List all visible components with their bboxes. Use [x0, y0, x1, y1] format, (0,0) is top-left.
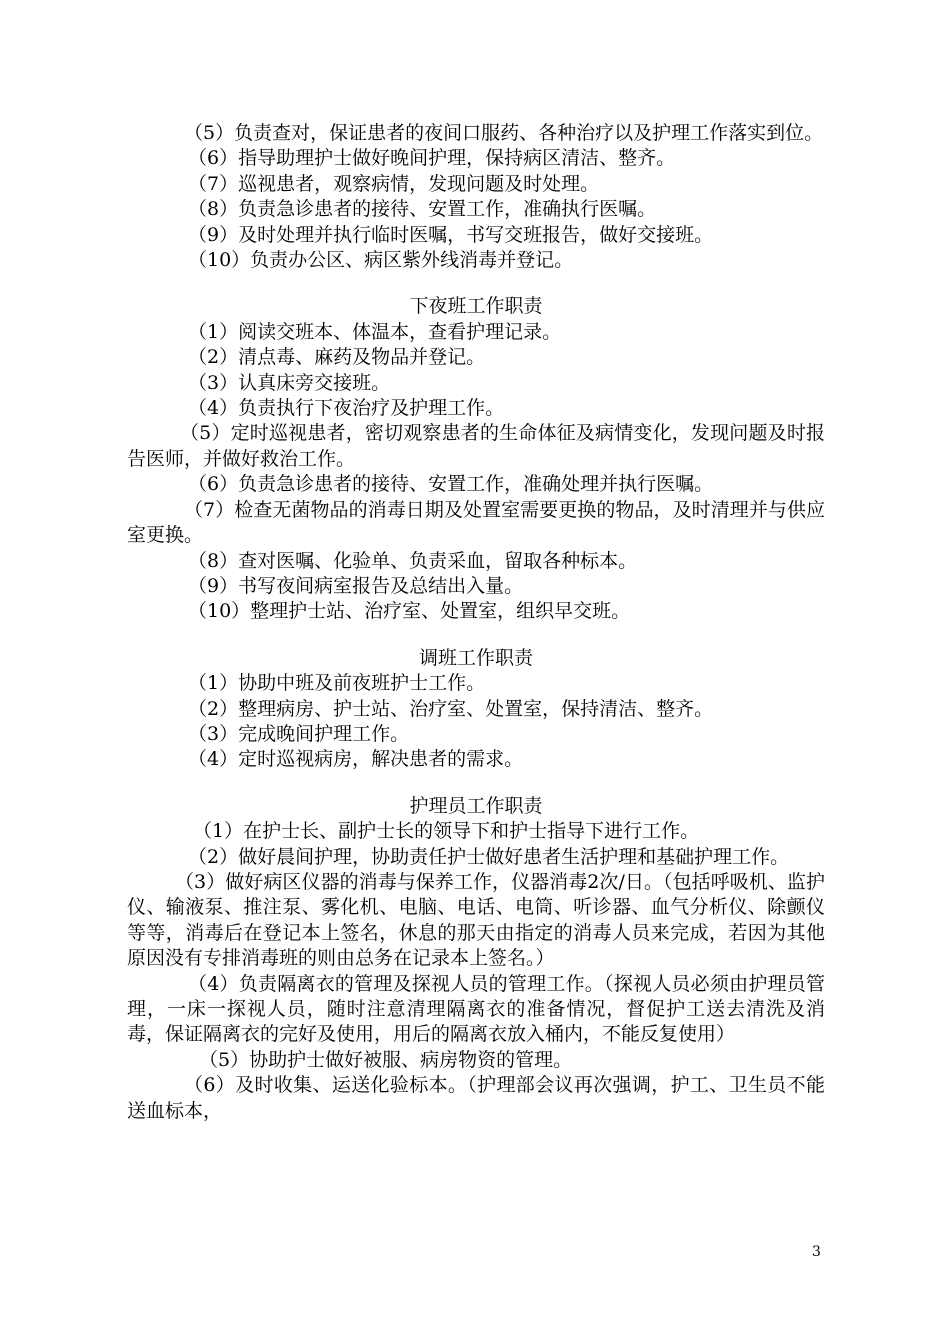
shift-adjust-item-3: （3）完成晚间护理工作。: [188, 722, 410, 745]
caregiver-duties-title: 护理员工作职责: [409, 794, 543, 817]
late-night-item-5: （5）定时巡视患者，密切观察患者的生命体征及病情变化，发现问题及时报告医师，并做好救治工作。: [127, 422, 825, 470]
night-early-item-6: （6）指导助理护士做好晚间护理，保持病区清洁、整齐。: [188, 147, 676, 170]
shift-adjust-item-2: （2）整理病房、护士站、治疗室、处置室，保持清洁、整齐。: [188, 697, 714, 720]
section-gap: [127, 625, 825, 646]
late-night-item-2: （2）清点毒、麻药及物品并登记。: [188, 346, 486, 369]
caregiver-item-2: （2）做好晨间护理，协助责任护士做好患者生活护理和基础护理工作。: [188, 845, 790, 868]
caregiver-item-5: （5）协助护士做好被服、病房物资的管理。: [199, 1048, 573, 1071]
caregiver-item-1: （1）在护士长、副护士长的领导下和护士指导下进行工作。: [193, 820, 700, 843]
late-night-item-10: （10）整理护士站、治疗室、处置室，组织早交班。: [188, 600, 631, 623]
shift-adjust-title: 调班工作职责: [418, 646, 533, 669]
late-night-item-7: （7）检查无菌物品的消毒日期及处置室需要更换的物品，及时清理并与供应室更换。: [127, 498, 825, 547]
night-early-item-5: （5）负责查对，保证患者的夜间口服药、各种治疗以及护理工作落实到位。: [184, 122, 824, 144]
section-gap: [127, 273, 825, 294]
shift-adjust-item-4: （4）定时巡视病房，解决患者的需求。: [188, 748, 524, 771]
shift-adjust-item-1: （1）协助中班及前夜班护士工作。: [188, 672, 486, 695]
night-early-item-10: （10）负责办公区、病区紫外线消毒并登记。: [188, 249, 574, 272]
late-night-item-4: （4）负责执行下夜治疗及护理工作。: [188, 397, 505, 420]
late-night-item-6: （6）负责急诊患者的接待、安置工作，准确处理并执行医嘱。: [188, 473, 714, 496]
night-early-item-9: （9）及时处理并执行临时医嘱，书写交班报告，做好交接班。: [188, 223, 714, 246]
late-night-item-1: （1）阅读交班本、体温本，查看护理记录。: [188, 320, 562, 343]
page-number: 3: [812, 1244, 821, 1260]
night-early-item-8: （8）负责急诊患者的接待、安置工作，准确执行医嘱。: [188, 198, 657, 221]
late-night-item-8: （8）查对医嘱、化验单、负责采血，留取各种标本。: [188, 549, 638, 572]
late-night-item-3: （3）认真床旁交接班。: [188, 371, 391, 394]
caregiver-item-3: （3）做好病区仪器的消毒与保养工作，仪器消毒2次/日。（包括呼吸机、监护仪、输液泵、推注泵、雾化机、电脑、电话、电筒、听诊器、血气分析仪、除颤仪等等，消毒后在登记本上签名，休息的那天由指定的消毒人员来完成，若因为其他原因没有专排消毒班的则由总务在记录本上签名。）: [127, 870, 825, 970]
caregiver-item-6: （6）及时收集、运送化验标本。（护理部会议再次强调，护工、卫生员不能送血标本，: [127, 1074, 825, 1122]
late-night-shift-title: 下夜班工作职责: [409, 295, 543, 318]
document-body: [127, 121, 825, 1124]
late-night-item-9: （9）书写夜间病室报告及总结出入量。: [188, 574, 524, 597]
caregiver-item-4: （4）负责隔离衣的管理及探视人员的管理工作。（探视人员必须由护理员管理，一床一探视人员，随时注意清理隔离衣的准备情况，督促护工送去清洗及消毒，保证隔离衣的完好及使用，用后的隔离衣放入桶内，不能反复使用）: [127, 972, 825, 1046]
night-early-item-7: （7）巡视患者，观察病情，发现问题及时处理。: [188, 172, 600, 195]
section-gap: [127, 773, 825, 794]
